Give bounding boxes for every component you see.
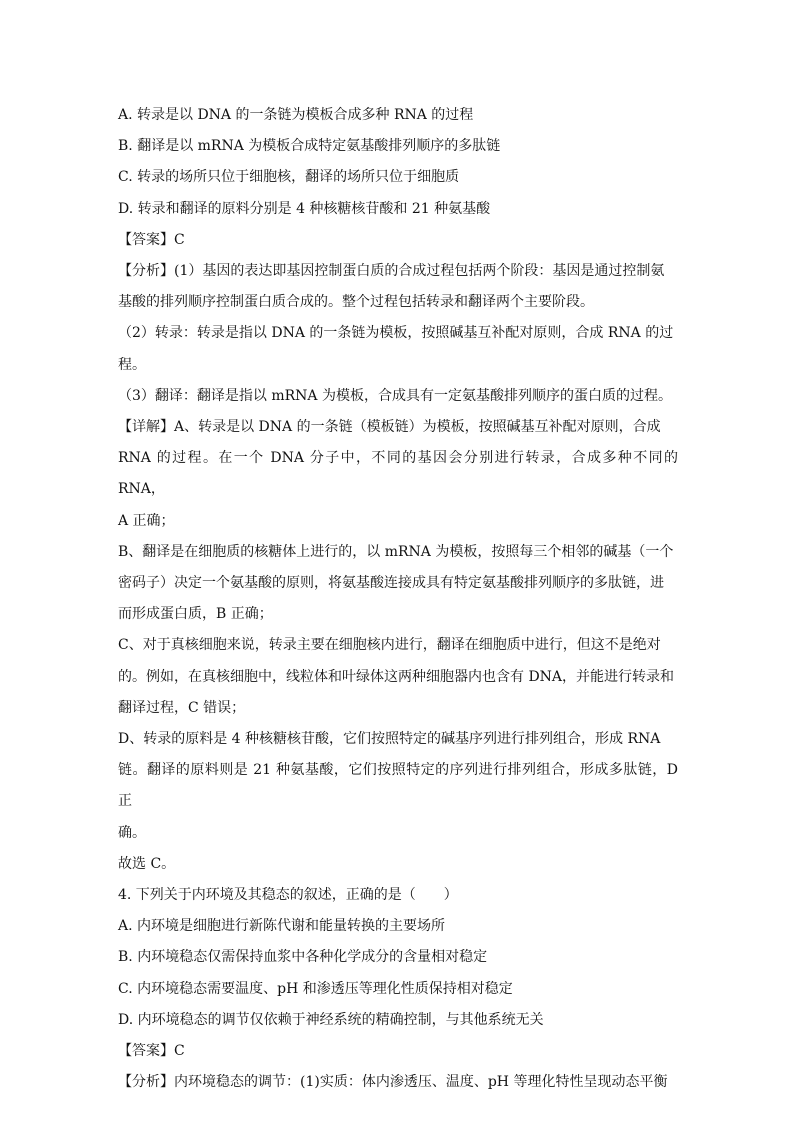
q3-detail-line: 而形成蛋白质，B 正确； (118, 606, 273, 623)
q3-conclusion: 故选 C。 (118, 855, 176, 872)
q4-stem: 4. 下列关于内环境及其稳态的叙述，正确的是（ ） (118, 887, 458, 904)
q3-analysis-line: （3）翻译：翻译是指以 mRNA 为模板，合成具有一定氨基酸排列顺序的蛋白质的过程。 (118, 387, 672, 404)
q3-option-c: C. 转录的场所只位于细胞核，翻译的场所只位于细胞质 (118, 169, 460, 186)
q4-option-d: D. 内环境稳态的调节仅依赖于神经系统的精确控制，与其他系统无关 (118, 1011, 544, 1028)
q3-detail-line: 的。例如，在真核细胞中，线粒体和叶绿体这两种细胞器内也含有 DNA，并能进行转录和 (118, 668, 675, 685)
q3-detail-line: B、翻译是在细胞质的核糖体上进行的，以 mRNA 为模板，按照每三个相邻的碱基（一个 (118, 543, 674, 560)
q3-option-d: D. 转录和翻译的原料分别是 4 种核糖核苷酸和 21 种氨基酸 (118, 200, 491, 217)
q3-detail-line: 翻译过程，C 错误； (118, 699, 246, 716)
document-page (118, 100, 678, 1099)
q3-detail-line: C、对于真核细胞来说，转录主要在细胞核内进行，翻译在细胞质中进行，但这不是绝对 (118, 637, 661, 654)
q3-option-b: B. 翻译是以 mRNA 为模板合成特定氨基酸排列顺序的多肽链 (118, 138, 501, 155)
q3-option-a: A. 转录是以 DNA 的一条链为模板合成多种 RNA 的过程 (118, 107, 474, 123)
q3-detail-line: RNA 的过程。在一个 DNA 分子中，不同的基因会分别进行转录，合成多种不同的 RNA， (118, 450, 678, 498)
q3-detail-line: 链。翻译的原料则是 21 种氨基酸，它们按照特定的序列进行排列组合，形成多肽链，D 正 (118, 762, 678, 810)
q4-analysis-line: 【分析】内环境稳态的调节：(1)实质：体内渗透压、温度、pH 等理化特性呈现动态平衡 (118, 1074, 668, 1091)
q3-detail-line: 密码子）决定一个氨基酸的原则，将氨基酸连接成具有特定氨基酸排列顺序的多肽链，进 (118, 575, 664, 592)
q3-detail-line: 确。 (118, 824, 146, 841)
q3-answer: 【答案】C (118, 231, 185, 248)
q3-detail-line: D、转录的原料是 4 种核糖核苷酸，它们按照特定的碱基序列进行排列组合，形成 RNA (118, 731, 661, 748)
q4-option-c: C. 内环境稳态需要温度、pH 和渗透压等理化性质保持相对稳定 (118, 980, 513, 997)
q4-option-a: A. 内环境是细胞进行新陈代谢和能量转换的主要场所 (118, 918, 446, 935)
q4-option-b: B. 内环境稳态仅需保持血浆中各种化学成分的含量相对稳定 (118, 949, 488, 966)
q3-analysis-line: 基酸的排列顺序控制蛋白质合成的。整个过程包括转录和翻译两个主要阶段。 (118, 294, 594, 311)
q3-analysis-line: （2）转录：转录是指以 DNA 的一条链为模板，按照碱基互补配对原则，合成 RNA 的过 (118, 325, 674, 342)
q4-answer: 【答案】C (118, 1043, 185, 1060)
q3-detail-line: A 正确； (118, 512, 175, 529)
q3-analysis-line: 程。 (118, 356, 146, 373)
q3-detail-line: 【详解】A、转录是以 DNA 的一条链（模板链）为模板，按照碱基互补配对原则，合成 (118, 419, 661, 436)
q3-analysis-line: 【分析】(1）基因的表达即基因控制蛋白质的合成过程包括两个阶段：基因是通过控制氨 (118, 263, 665, 280)
